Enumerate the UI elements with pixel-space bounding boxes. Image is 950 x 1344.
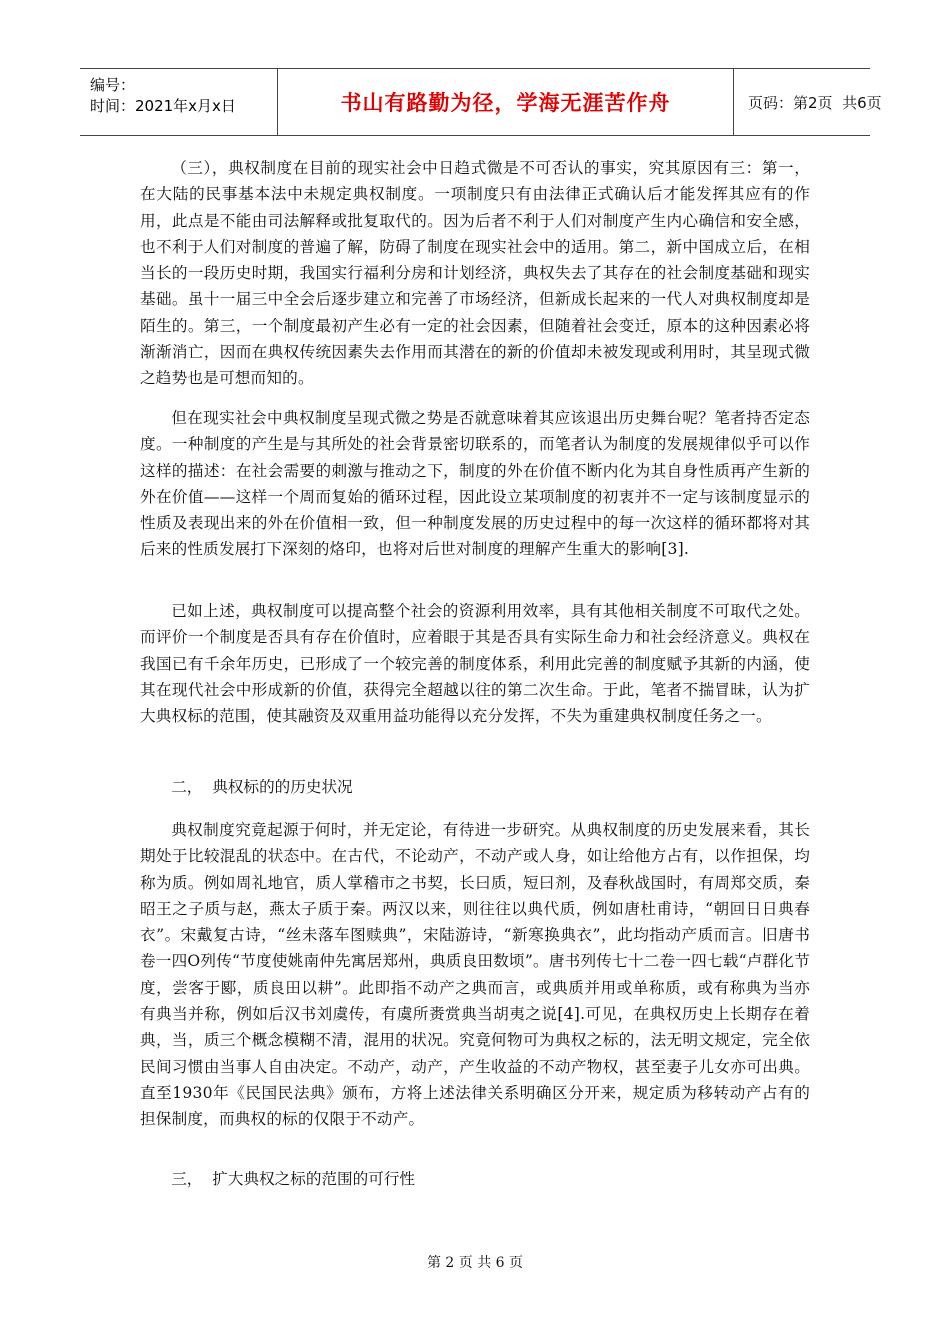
section-heading-2: 二， 典权标的的历史状况 [171,778,353,796]
header-motto-cell [278,69,734,135]
header-meta [80,69,278,135]
header-number-label: 编号： [90,76,136,94]
body-paragraph-4: 典权制度究竟起源于何时，并无定论，有待进一步研究。从典权制度的历史发展来看，其长期处于比较混乱的状态中。在古代，不论动产，不动产或人身，如让给他方占有，以作担保，均称为质。例如周礼地官，质人掌稽市之书契，长曰质，短曰剂，及春秋战国时，有周郑交质，秦昭王之子质与赵，燕太子质于秦。两汉以来，则往往以典代质，例如唐杜甫诗，“朝回日日典春衣”。宋戴复古诗，“丝未落车图赎典”，宋陆游诗，“新寒换典衣”，此均指动产质而言。旧唐书卷一四O列传“节度使姚南仲先寓居郑州，典质良田数顷”。唐书列传七十二卷一四七载“卢群化节度，尝客于郾，质良田以耕”。此即指不动产之典而言，或典质并用或单称质，或有称典为当亦有典当并称，例如后汉书刘虞传，有虞所赉赏典当胡夷之说[4].可见，在典权历史上长期存在着典，当，质三个概念模糊不清，混用的状况。究竟何物可为典权之标的，法无明文规定，完全依民间习惯由当事人自由决定。不动产，动产，产生收益的不动产物权，甚至妻子儿女亦可出典。直至1930年《民国民法典》颁布，方将上述法律关系明确区分开来，规定质为移转动产占有的担保制度，而典权的标的仅限于不动产。 [140,821,810,1129]
body-paragraph-3: 已如上述，典权制度可以提高整个社会的资源利用效率，具有其他相关制度不可取代之处。而评价一个制度是否具有存在价值时，应着眼于其是否具有实际生命力和社会经济意义。典权在我国已有千余年历史，已形成了一个较完善的制度体系，利用此完善的制度赋予其新的内涵，使其在现代社会中形成新的价值，获得完全超越以往的第二次生命。于此，笔者不揣冒昧，认为扩大典权标的范围，使其融资及双重用益功能得以充分发挥，不失为重建典权制度任务之一。 [140,602,810,726]
header-page-label: 页码：第2页 共6页 [748,93,882,112]
body-paragraph-2: 但在现实社会中典权制度呈现式微之势是否就意味着其应该退出历史舞台呢？笔者持否定态度。一种制度的产生是与其所处的社会背景密切联系的，而笔者认为制度的发展规律似乎可以作这样的描述：在社会需要的刺激与推动之下，制度的外在价值不断内化为其自身性质再产生新的外在价值——这样一个周而复始的循环过程，因此设立某项制度的初衷并不一定与该制度显示的性质及表现出来的外在价值相一致，但一种制度发展的历史过程中的每一次这样的循环都将对其后来的性质发展打下深刻的烙印，也将对后世对制度的理解产生重大的影响[3]. [140,409,810,559]
page-header [80,68,882,136]
page-footer: 第 2 页 共 6 页 [426,1255,524,1271]
header-date-label: 时间：2021年x月x日 [90,97,236,115]
body-paragraph-1: （三），典权制度在目前的现实社会中日趋式微是不可否认的事实，究其原因有三：第一，在大陆的民事基本法中未规定典权制度。一项制度只有由法律正式确认后才能发挥其应有的作用，此点是不能由司法解释或批复取代的。因为后者不利于人们对制度产生内心确信和安全感，也不利于人们对制度的普遍了解，防碍了制度在现实社会中的适用。第二，新中国成立后，在相当长的一段历史时期，我国实行福利分房和计划经济，典权失去了其存在的社会制度基础和现实基础。虽十一届三中全会后逐步建立和完善了市场经济，但新成长起来的一代人对典权制度却是陌生的。第三，一个制度最初产生必有一定的社会因素，但随着社会变迁，原本的这种因素必将渐渐消亡，因而在典权传统因素失去作用而其潜在的新的价值却未被发现或利用时，其呈现式微之趋势也是可想而知的。 [140,159,810,388]
header-motto: 书山有路勤为径，学海无涯苦作舟 [340,91,671,115]
section-heading-3: 三， 扩大典权之标的范围的可行性 [171,1170,416,1188]
